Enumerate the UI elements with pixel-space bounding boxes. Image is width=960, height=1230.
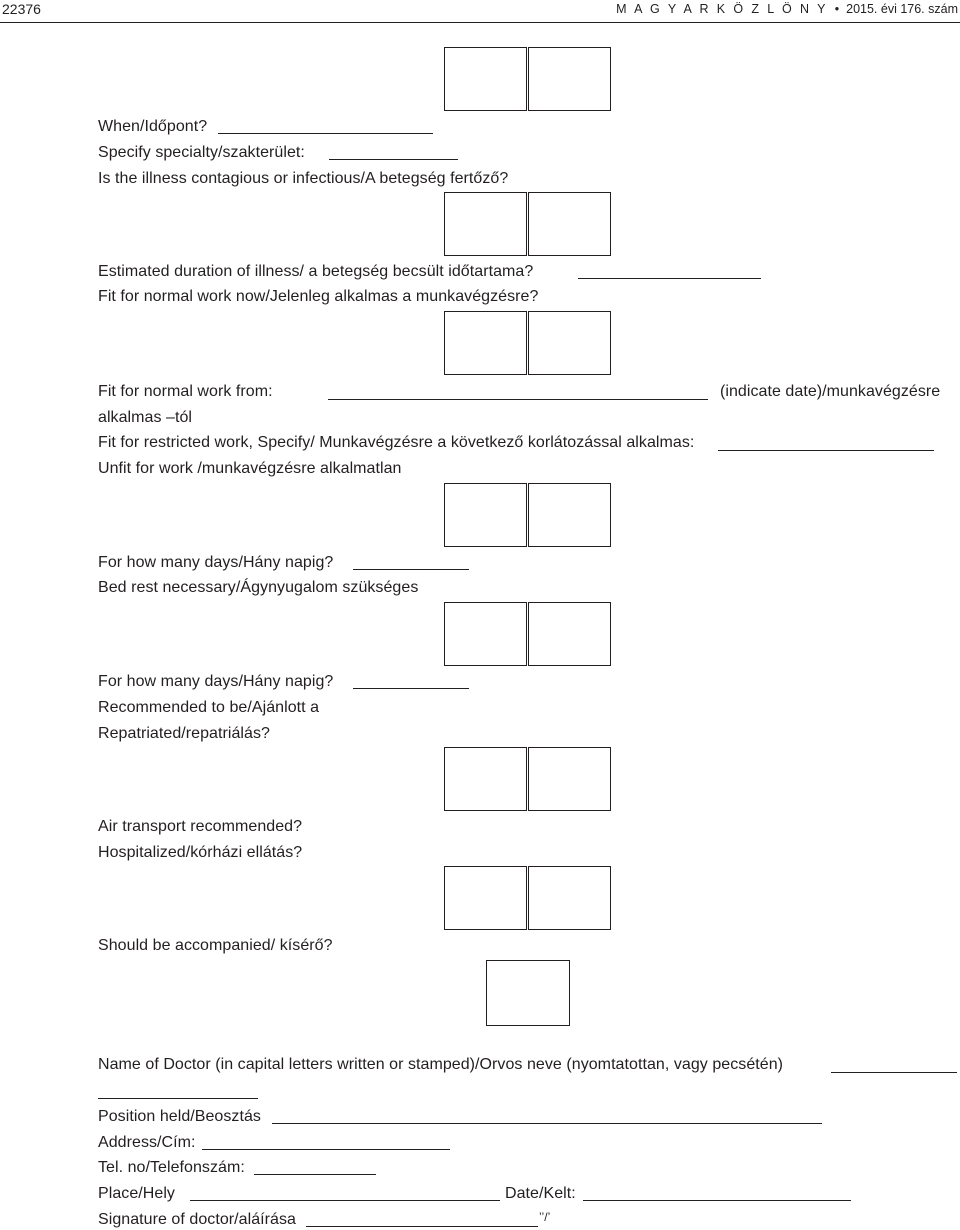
checkbox-no[interactable] [528,47,611,111]
fit-now-label: Fit for normal work now/Jelenleg alkalmas a munkavégzésre? [98,288,539,305]
date-label: Date/Kelt: [505,1185,576,1202]
signature-label: Signature of doctor/aláírása [98,1211,296,1228]
place-label: Place/Hely [98,1185,175,1202]
restricted-work-label: Fit for restricted work, Specify/ Munkavégzésre a következő korlátozással alkalmas: [98,434,695,451]
place-field[interactable] [190,1200,500,1201]
specialty-field[interactable] [329,159,458,160]
repatriated-label: Repatriated/repatriálás? [98,725,270,742]
days-field[interactable] [353,569,469,570]
air-transport-label: Air transport recommended? [98,818,303,835]
checkbox-yes[interactable] [444,602,527,666]
tel-label: Tel. no/Telefonszám: [98,1159,245,1176]
checkbox-yes[interactable] [444,866,527,930]
accompanied-label: Should be accompanied/ kísérő? [98,937,333,954]
address-field[interactable] [202,1149,450,1150]
bullet-separator: • [834,2,840,16]
checkbox[interactable] [486,960,570,1026]
address-label: Address/Cím: [98,1134,196,1151]
checkbox-no[interactable] [528,866,611,930]
signature-field[interactable] [306,1226,538,1227]
fit-from-field[interactable] [328,399,708,400]
fit-from-suffix: alkalmas –tól [98,409,193,426]
contagious-label: Is the illness contagious or infectious/A betegség fertőző? [98,170,509,187]
fit-from-label: Fit for normal work from: [98,383,273,400]
when-field[interactable] [218,133,433,134]
signature-quote-marks: ’’/’ [539,1210,551,1224]
bed-rest-label: Bed rest necessary/Ágynyugalom szükséges [98,579,419,596]
date-field[interactable] [583,1200,851,1201]
days-label: For how many days/Hány napig? [98,554,334,571]
checkbox-no[interactable] [528,311,611,375]
journal-name: M A G Y A R K Ö Z L Ö N Y [616,2,828,16]
duration-field[interactable] [578,278,761,279]
doctor-name-label: Name of Doctor (in capital letters written or stamped)/Orvos neve (nyomtatottan, vagy pecsétén) [98,1056,784,1073]
recommended-label: Recommended to be/Ajánlott a [98,699,320,716]
journal-title [616,2,958,16]
position-label: Position held/Beosztás [98,1108,261,1125]
unfit-label: Unfit for work /munkavégzésre alkalmatlan [98,460,402,477]
doctor-name-field-continued[interactable] [98,1098,258,1099]
days-label: For how many days/Hány napig? [98,673,334,690]
checkbox-no[interactable] [528,192,611,256]
hospitalized-label: Hospitalized/kórházi ellátás? [98,844,303,861]
checkbox-yes[interactable] [444,311,527,375]
duration-label: Estimated duration of illness/ a betegség becsült időtartama? [98,263,534,280]
checkbox-yes[interactable] [444,47,527,111]
checkbox-yes[interactable] [444,192,527,256]
page-header [0,0,960,22]
tel-field[interactable] [254,1174,376,1175]
when-label: When/Időpont? [98,118,208,135]
doctor-name-field[interactable] [831,1072,957,1073]
position-field[interactable] [272,1123,822,1124]
header-rule [0,22,960,23]
checkbox-no[interactable] [528,747,611,811]
checkbox-yes[interactable] [444,747,527,811]
checkbox-no[interactable] [528,483,611,547]
page-number: 22376 [2,1,41,17]
issue-label: 2015. évi 176. szám [846,2,958,16]
indicate-date-label: (indicate date)/munkavégzésre [720,383,941,400]
checkbox-no[interactable] [528,602,611,666]
checkbox-yes[interactable] [444,483,527,547]
restricted-work-field[interactable] [718,450,934,451]
specialty-label: Specify specialty/szakterület: [98,144,305,161]
days-field[interactable] [353,688,469,689]
